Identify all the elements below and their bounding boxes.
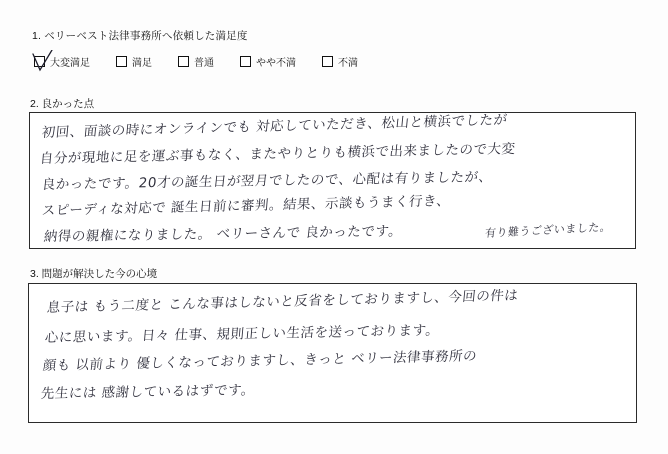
question-3-handwriting	[29, 284, 636, 422]
option-slightly-dissatisfied[interactable]	[240, 54, 296, 69]
checkbox-normal[interactable]	[178, 56, 189, 67]
handwriting-line: 先生には 感謝しているはずです。	[40, 382, 256, 403]
handwriting-signature: 有り難うございました。	[484, 220, 612, 241]
checkbox-very-satisfied[interactable]	[34, 56, 45, 67]
option-dissatisfied[interactable]	[322, 54, 358, 69]
option-label-slightly-dissatisfied: やや不満	[256, 58, 296, 69]
option-normal[interactable]	[178, 54, 214, 69]
option-very-satisfied[interactable]	[34, 54, 90, 69]
question-1-title: 1. ベリーベスト法律事務所へ依頼した満足度	[32, 30, 248, 42]
option-satisfied[interactable]	[116, 54, 152, 69]
question-3-answer-box[interactable]	[28, 283, 637, 423]
option-label-normal: 普通	[194, 58, 214, 69]
handwriting-line: 息子は もう二度と こんな事はしないと反省をしておりますし、今回の件は	[46, 287, 520, 317]
option-label-satisfied: 満足	[132, 58, 152, 69]
handwriting-line: 納得の親権になりました。 ベリーさんで 良かったです。	[42, 223, 404, 246]
option-label-very-satisfied: 大変満足	[50, 58, 90, 69]
question-3-title: 3. 問題が解決した今の心境	[30, 268, 158, 280]
option-label-dissatisfied: 不満	[338, 58, 358, 69]
question-2-title: 2. 良かった点	[30, 98, 95, 110]
handwriting-line: 心に思います。日々 仕事、規則正しい生活を送っております。	[44, 322, 441, 347]
question-2-answer-box[interactable]	[29, 112, 636, 249]
handwriting-line: 自分が現地に足を運ぶ事もなく、またやりとりも横浜で出来ましたので大変	[39, 141, 517, 168]
handwriting-line: 良かったです。20才の誕生日が翌月でしたので、心配は有りましたが、	[40, 169, 494, 194]
question-2-handwriting	[30, 113, 635, 248]
handwriting-line: 初回、面談の時にオンラインでも 対応していただき、松山と横浜でしたが	[41, 111, 509, 142]
checkbox-satisfied[interactable]	[116, 56, 127, 67]
checkbox-dissatisfied[interactable]	[322, 56, 333, 67]
handwriting-line: スピーディな対応で 誕生日前に審判。結果、示談もうまく行き、	[41, 193, 452, 220]
checkbox-slightly-dissatisfied[interactable]	[240, 56, 251, 67]
question-1-options	[34, 54, 384, 69]
handwriting-line: 顔も 以前より 優しくなっておりますし、きっと ベリー法律事務所の	[41, 348, 478, 375]
